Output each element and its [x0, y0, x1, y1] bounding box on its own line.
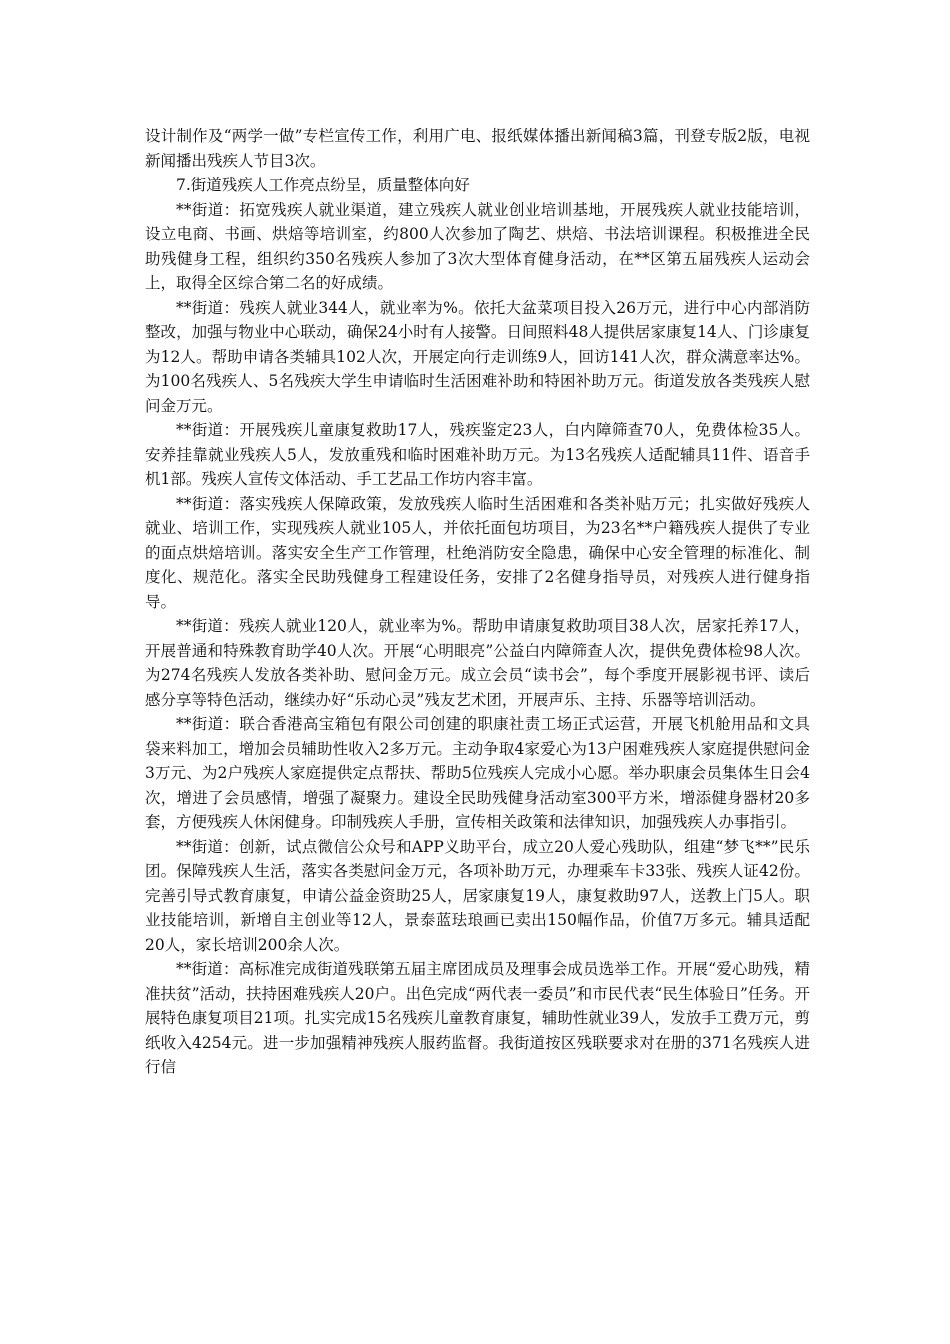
paragraph: **街道：落实残疾人保障政策，发放残疾人临时生活困难和各类补贴万元；扎实做好残疾人就业、培训工作，实现残疾人就业105人，并依托面包坊项目，为23名**户籍残疾人提供了专业的面点烘焙培训。落实安全生产工作管理，杜绝消防安全隐患，确保中心安全管理的标准化、制度化、规范化。落实全民助残健身工程建设任务，安排了2名健身指导员，对残疾人进行健身指导。 — [145, 494, 810, 611]
paragraph: **街道：高标准完成街道残联第五届主席团成员及理事会成员选举工作。开展“爱心助残，精准扶贫”活动，扶持困难残疾人20户。出色完成“两代表一委员”和市民代表“民生体验日”任务。开展特色康复项目21项。扎实完成15名残疾儿童教育康复，辅助性就业39人，发放手工费万元，剪纸收入4254元。进一步加强精神残疾人服药监督。我街道按区残联要求对在册的371名残疾人进行信 — [145, 960, 810, 1076]
document-body — [145, 124, 810, 1080]
section-heading: 7.街道残疾人工作亮点纷呈，质量整体向好 — [176, 176, 470, 194]
paragraph-continuation: 设计制作及“两学一做”专栏宣传工作，利用广电、报纸媒体播出新闻稿3篇，刊登专版2版，电视新闻播出残疾人节目3次。 — [145, 127, 810, 170]
paragraph: **街道：开展残疾儿童康复救助17人，残疾鉴定23人，白内障筛查70人，免费体检35人。安养挂靠就业残疾人5人，发放重残和临时困难补助万元。为13名残疾人适配辅具11件、语音手机1部。残疾人宣传文体活动、手工艺品工作坊内容丰富。 — [145, 421, 810, 488]
paragraph: **街道：残疾人就业120人，就业率为%。帮助申请康复救助项目38人次，居家托养17人，开展普通和特殊教育助学40人次。开展“心明眼亮”公益白内障筛查人次，提供免费体检98人次。为274名残疾人发放各类补助、慰问金万元。成立会员“读书会”，每个季度开展影视书评、读后感分享等特色活动，继续办好“乐动心灵”残友艺术团，开展声乐、主持、乐器等培训活动。 — [145, 617, 810, 709]
paragraph: **街道：残疾人就业344人，就业率为%。依托大盆菜项目投入26万元，进行中心内部消防整改，加强与物业中心联动，确保24小时有人接警。日间照料48人提供居家康复14人、门诊康复为12人。帮助申请各类辅具102人次，开展定向行走训练9人，回访141人次，群众满意率达%。为100名残疾人、5名残疾大学生申请临时生活困难补助和特困补助万元。街道发放各类残疾人慰问金万元。 — [145, 298, 810, 415]
paragraph: **街道：创新，试点微信公众号和APP义助平台，成立20人爱心残助队，组建“梦飞**”民乐团。保障残疾人生活，落实各类慰问金万元，各项补助万元，办理乘车卡33张、残疾人证42份。完善引导式教育康复，申请公益金资助25人，居家康复19人，康复救助97人，送教上门5人。职业技能培训，新增自主创业等12人，景泰蓝珐琅画已卖出150幅作品，价值7万多元。辅具适配20人，家长培训200余人次。 — [145, 837, 810, 954]
paragraph: **街道：联合香港高宝箱包有限公司创建的职康社责工场正式运营，开展飞机舱用品和文具袋来料加工，增加会员辅助性收入2多万元。主动争取4家爱心为13户困难残疾人家庭提供慰问金3万元、为2户残疾人家庭提供定点帮扶、帮助5位残疾人完成小心愿。举办职康会员集体生日会4次，增进了会员感情，增强了凝聚力。建设全民助残健身活动室300平方米，增添健身器材20多套，方便残疾人休闲健身。印制残疾人手册，宣传相关政策和法律知识，加强残疾人办事指引。 — [145, 715, 810, 831]
paragraph: **街道：拓宽残疾人就业渠道，建立残疾人就业创业培训基地，开展残疾人就业技能培训，设立电商、书画、烘焙等培训室，约800人次参加了陶艺、烘焙、书法培训课程。积极推进全民助残健身工程，组织约350名残疾人参加了3次大型体育健身活动，在**区第五届残疾人运动会上，取得全区综合第二名的好成绩。 — [145, 200, 810, 292]
